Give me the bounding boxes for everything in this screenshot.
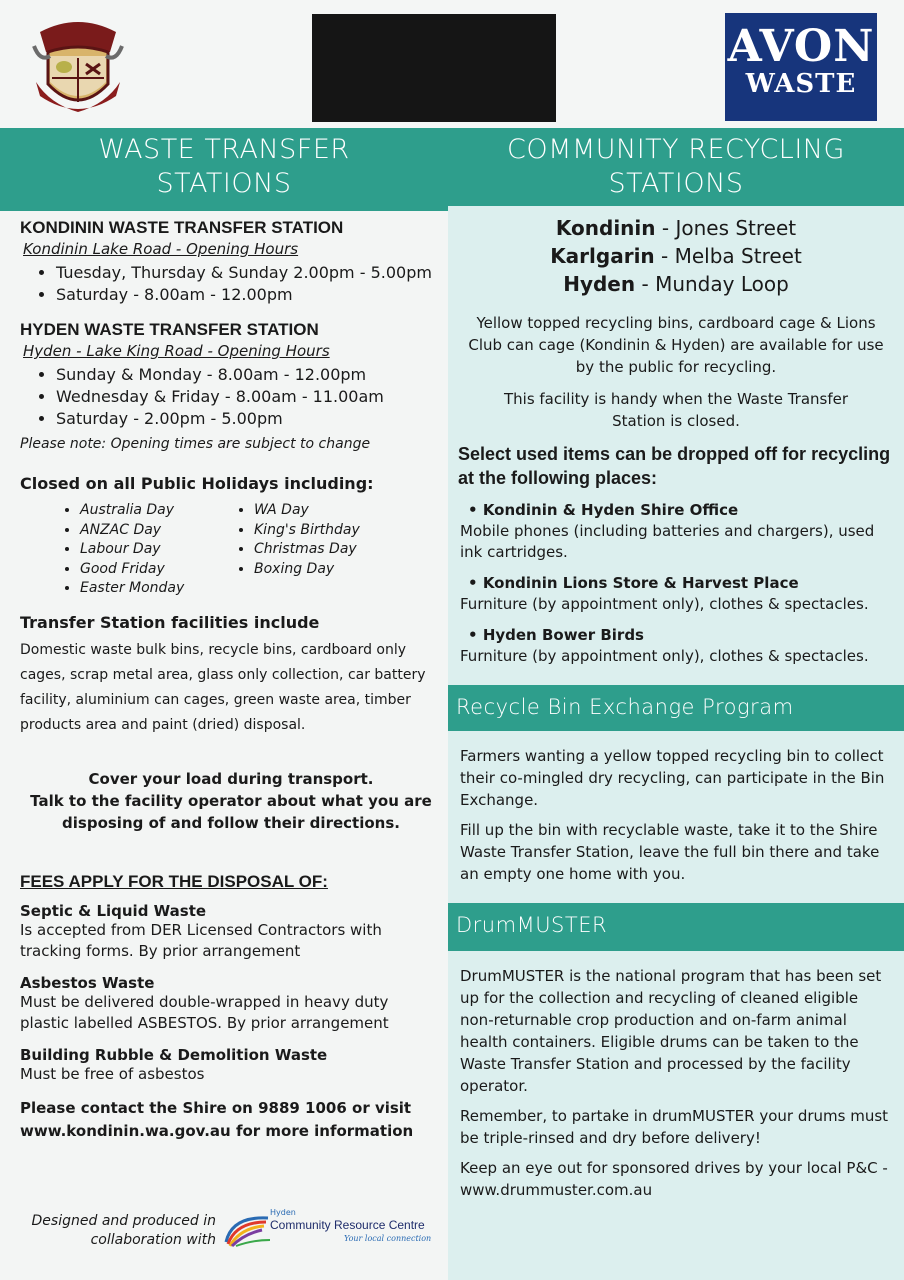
kondinin-subtitle: Kondinin Lake Road - Opening Hours [23, 240, 299, 258]
drop-point-text: Furniture (by appointment only), clothes & spectacles. [460, 595, 869, 613]
drummuster-p2: Remember, to partake in drumMUSTER your drums must be triple-rinsed and dry before delivery! [460, 1107, 889, 1147]
holiday-item: • Labour Day [80, 540, 184, 560]
bin-exchange-heading: Recycle Bin Exchange Program [448, 685, 904, 731]
fee-item-title: Building Rubble & Demolition Waste [20, 1046, 328, 1064]
bin-exchange-p2: Fill up the bin with recyclable waste, take it to the Shire Waste Transfer Station, leave the full bin there and take an empty one home with you. [460, 821, 880, 883]
band-right-line2: STATIONS [608, 168, 744, 199]
band-left-line1: WASTE TRANSFER [98, 134, 350, 165]
hours-item: • Saturday - 8.00am - 12.00pm [56, 284, 442, 306]
hyden-title: HYDEN WASTE TRANSFER STATION [20, 320, 319, 339]
town-street: Jones Street [675, 216, 797, 240]
header [0, 0, 904, 128]
waste-transfer-band [0, 128, 448, 211]
town-name: Kondinin [555, 216, 656, 240]
drop-point-title: • Hyden Bower Birds [468, 626, 644, 644]
fee-item-text: Must be free of asbestos [20, 1065, 205, 1083]
town-street: Munday Loop [655, 272, 789, 296]
fee-item-text: Is accepted from DER Licensed Contractors with tracking forms. By prior arrangement [20, 921, 382, 960]
drop-point-title-text: Hyden Bower Birds [482, 626, 644, 644]
crc-name: Community Resource Centre [270, 1218, 425, 1232]
band-right-line1: COMMUNITY RECYCLING [507, 134, 845, 165]
holidays-heading: Closed on all Public Holidays including: [20, 474, 374, 493]
facilities-heading: Transfer Station facilities include [20, 613, 320, 632]
drummuster-p1: DrumMUSTER is the national program that has been set up for the collection and recycling of cleaned eligible non-returnable crop production and on-farm animal health containers. Eligible drums can be taken to the Waste Transfer Station and processed by the facility operator. [460, 967, 882, 1095]
holiday-item: • King's Birthday [254, 521, 360, 541]
hours-item: • Tuesday, Thursday & Sunday 2.00pm - 5.00pm [56, 262, 442, 284]
fee-item-text: Must be delivered double-wrapped in heavy duty plastic labelled ASBESTOS. By prior arrangement [20, 993, 389, 1032]
holiday-item: • Christmas Day [254, 540, 360, 560]
town-separator: - [655, 216, 676, 240]
drop-point-title-text: Kondinin & Hyden Shire Office [482, 501, 739, 519]
town-name: Hyden [563, 272, 636, 296]
drop-point [460, 573, 892, 615]
location-item [448, 214, 904, 242]
redacted-block [312, 14, 556, 122]
footer-credit [24, 1208, 444, 1252]
drop-point [460, 625, 892, 667]
drop-point [460, 500, 892, 563]
hours-item: • Wednesday & Friday - 8.00am - 11.00am [56, 386, 442, 408]
drop-point-title: • Kondinin & Hyden Shire Office [468, 501, 739, 519]
holiday-item: • WA Day [254, 501, 360, 521]
designed-line1: Designed and produced in [31, 1213, 216, 1229]
holiday-item: • Easter Monday [80, 579, 184, 599]
cover-load-line2: Talk to the facility operator about what you are disposing of and follow their directions. [30, 792, 432, 832]
holiday-item: • ANZAC Day [80, 521, 184, 541]
drop-point-title: • Kondinin Lions Store & Harvest Place [468, 574, 799, 592]
hyden-hours [20, 364, 442, 430]
hours-item: • Sunday & Monday - 8.00am - 12.00pm [56, 364, 442, 386]
town-separator: - [635, 272, 656, 296]
kondinin-hours [20, 262, 442, 306]
designed-line2: collaboration with [90, 1232, 216, 1248]
drummuster-heading: DrumMUSTER [448, 903, 904, 951]
drop-point-text: Furniture (by appointment only), clothes & spectacles. [460, 647, 869, 665]
crc-tagline: Your local connection [344, 1234, 432, 1243]
avon-waste-logo [725, 13, 877, 121]
shire-contact: Please contact the Shire on 9889 1006 or visit www.kondinin.wa.gov.au for more information [20, 1099, 414, 1140]
fee-item-title: Asbestos Waste [20, 974, 155, 992]
holiday-item: • Boxing Day [254, 560, 360, 580]
fees-heading: FEES APPLY FOR THE DISPOSAL OF: [20, 872, 328, 891]
crc-hyden-text: Hyden [270, 1208, 296, 1217]
bin-exchange-p1: Farmers wanting a yellow topped recycling bin to collect their co-mingled dry recycling, can participate in the Bin Exchange. [460, 747, 885, 809]
kondinin-title: KONDININ WASTE TRANSFER STATION [20, 218, 344, 237]
location-item [448, 242, 904, 270]
community-recycling-band [448, 128, 904, 211]
left-column [20, 210, 442, 1143]
avon-logo-text: AVON [727, 21, 875, 72]
hours-item: • Saturday - 2.00pm - 5.00pm [56, 408, 442, 430]
hyden-subtitle: Hyden - Lake King Road - Opening Hours [23, 342, 330, 360]
holidays-list [62, 501, 442, 596]
waste-logo-text: WASTE [745, 69, 857, 99]
location-item [448, 270, 904, 298]
town-street: Melba Street [674, 244, 802, 268]
fee-item-title: Septic & Liquid Waste [20, 902, 207, 920]
cover-load-notice [20, 768, 442, 834]
shire-crest-icon [30, 12, 126, 120]
right-column [448, 206, 904, 1280]
recycling-locations [448, 214, 904, 298]
band-left-line2: STATIONS [156, 168, 292, 199]
holiday-item: • Good Friday [80, 560, 184, 580]
town-separator: - [654, 244, 675, 268]
recycling-intro: Yellow topped recycling bins, cardboard cage & Lions Club can cage (Kondinin & Hyden) are available for use by the public for recycling. [468, 314, 884, 376]
drop-point-title-text: Kondinin Lions Store & Harvest Place [482, 574, 799, 592]
town-name: Karlgarin [550, 244, 655, 268]
holiday-item: • Australia Day [80, 501, 184, 521]
recycling-handy: This facility is handy when the Waste Transfer Station is closed. [503, 390, 849, 430]
select-items-heading: Select used items can be dropped off for recycling at the following places: [458, 444, 891, 488]
drop-point-text: Mobile phones (including batteries and chargers), used ink cartridges. [460, 522, 875, 561]
holidays-col1 [62, 501, 184, 599]
designed-by-text [24, 1212, 216, 1250]
drummuster-p3: Keep an eye out for sponsored drives by your local P&C - www.drummuster.com.au [460, 1159, 888, 1199]
facilities-text: Domestic waste bulk bins, recycle bins, cardboard only cages, scrap metal area, glass only collection, car battery facility, aluminium can cages, green waste area, timber products area and paint (dried) disposal. [20, 642, 426, 733]
holidays-col2 [236, 501, 360, 579]
cover-load-line1: Cover your load during transport. [88, 770, 374, 788]
opening-times-note: Please note: Opening times are subject to change [20, 436, 371, 452]
